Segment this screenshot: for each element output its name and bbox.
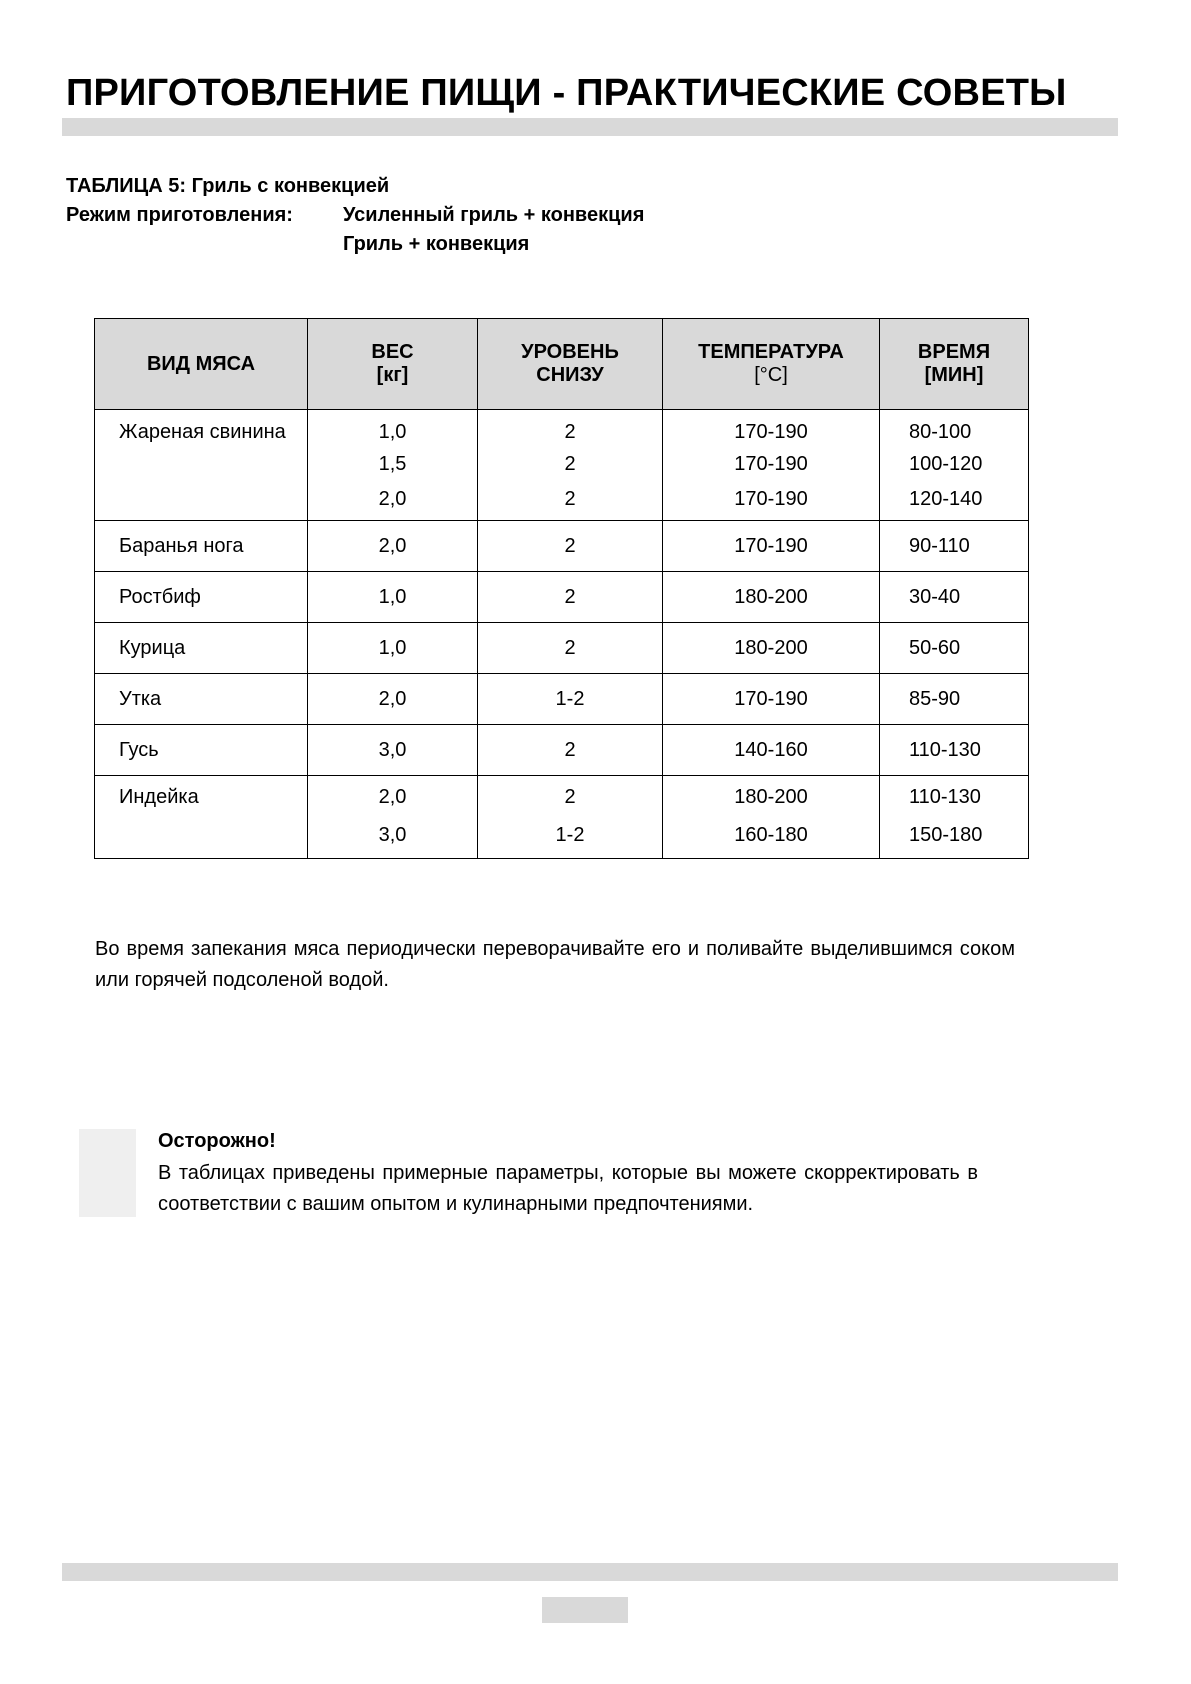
- time-cell: 50-60: [880, 623, 1029, 674]
- time-cell: 90-110: [880, 521, 1029, 572]
- time-cell: 80-100 100-120 120-140: [880, 410, 1029, 521]
- cooking-mode-line: [66, 204, 645, 227]
- temperature-cell: 180-200: [663, 572, 880, 623]
- meat-name-cell: Гусь: [95, 725, 308, 776]
- header-meat-type: ВИД МЯСА: [95, 319, 308, 410]
- cooking-mode-label: Режим приготовления:: [66, 204, 293, 226]
- temperature-cell: 170-190: [663, 674, 880, 725]
- table-row: [95, 725, 1029, 776]
- basting-note: Во время запекания мяса периодически переворачивайте его и поливайте выделившимся соком или горячей подсоленой водой.: [95, 938, 1015, 991]
- temperature-cell: 170-190: [663, 521, 880, 572]
- level-cell: 2 1-2: [478, 776, 663, 859]
- page-number-box: [542, 1597, 628, 1623]
- time-cell: 110-130: [880, 725, 1029, 776]
- weight-cell: 2,0: [308, 521, 478, 572]
- weight-cell: 3,0: [308, 725, 478, 776]
- table-row: [95, 776, 1029, 859]
- level-cell: 2 2 2: [478, 410, 663, 521]
- weight-cell: 1,0: [308, 572, 478, 623]
- header-time: ВРЕМЯ [МИН]: [880, 319, 1029, 410]
- meat-name-cell: Утка: [95, 674, 308, 725]
- table-row: [95, 674, 1029, 725]
- level-cell: 2: [478, 725, 663, 776]
- level-cell: 2: [478, 623, 663, 674]
- temperature-cell: 140-160: [663, 725, 880, 776]
- warning-title: Осторожно!: [158, 1130, 276, 1152]
- table-row: [95, 521, 1029, 572]
- meat-name-cell: Курица: [95, 623, 308, 674]
- meat-name-cell: Баранья нога: [95, 521, 308, 572]
- temperature-cell: 180-200: [663, 623, 880, 674]
- table-row: [95, 572, 1029, 623]
- weight-cell: 1,0: [308, 623, 478, 674]
- cooking-mode-2: Гриль + конвекция: [343, 233, 530, 255]
- title-underline-bar: [62, 118, 1118, 136]
- time-cell: 85-90: [880, 674, 1029, 725]
- temperature-cell: 170-190 170-190 170-190: [663, 410, 880, 521]
- meat-name-cell: Ростбиф: [95, 572, 308, 623]
- page-title: ПРИГОТОВЛЕНИЕ ПИЩИ - ПРАКТИЧЕСКИЕ СОВЕТЫ: [66, 72, 1067, 114]
- temperature-cell: 180-200 160-180: [663, 776, 880, 859]
- table-row: [95, 623, 1029, 674]
- header-weight: ВЕС [кг]: [308, 319, 478, 410]
- time-cell: 110-130 150-180: [880, 776, 1029, 859]
- time-cell: 30-40: [880, 572, 1029, 623]
- table-row: [95, 410, 1029, 521]
- cooking-mode-1: Усиленный гриль + конвекция: [343, 204, 645, 226]
- header-level: УРОВЕНЬ СНИЗУ: [478, 319, 663, 410]
- level-cell: 2: [478, 521, 663, 572]
- weight-cell: 2,0: [308, 674, 478, 725]
- header-temperature: ТЕМПЕРАТУРА [°C]: [663, 319, 880, 410]
- footer-bar: [62, 1563, 1118, 1581]
- warning-text: В таблицах приведены примерные параметры, которые вы можете скорректировать в соответствии с вашим опытом и кулинарными предпочтениями.: [158, 1162, 978, 1215]
- roasting-table: [94, 318, 1029, 859]
- meat-name-cell: Индейка: [95, 776, 308, 859]
- table-header-row: [95, 319, 1029, 410]
- table-caption: ТАБЛИЦА 5: Гриль с конвекцией: [66, 175, 390, 197]
- level-cell: 1-2: [478, 674, 663, 725]
- warning-marker: [79, 1129, 136, 1217]
- weight-cell: 1,0 1,5 2,0: [308, 410, 478, 521]
- level-cell: 2: [478, 572, 663, 623]
- weight-cell: 2,0 3,0: [308, 776, 478, 859]
- meat-name-cell: Жареная свинина: [95, 410, 308, 521]
